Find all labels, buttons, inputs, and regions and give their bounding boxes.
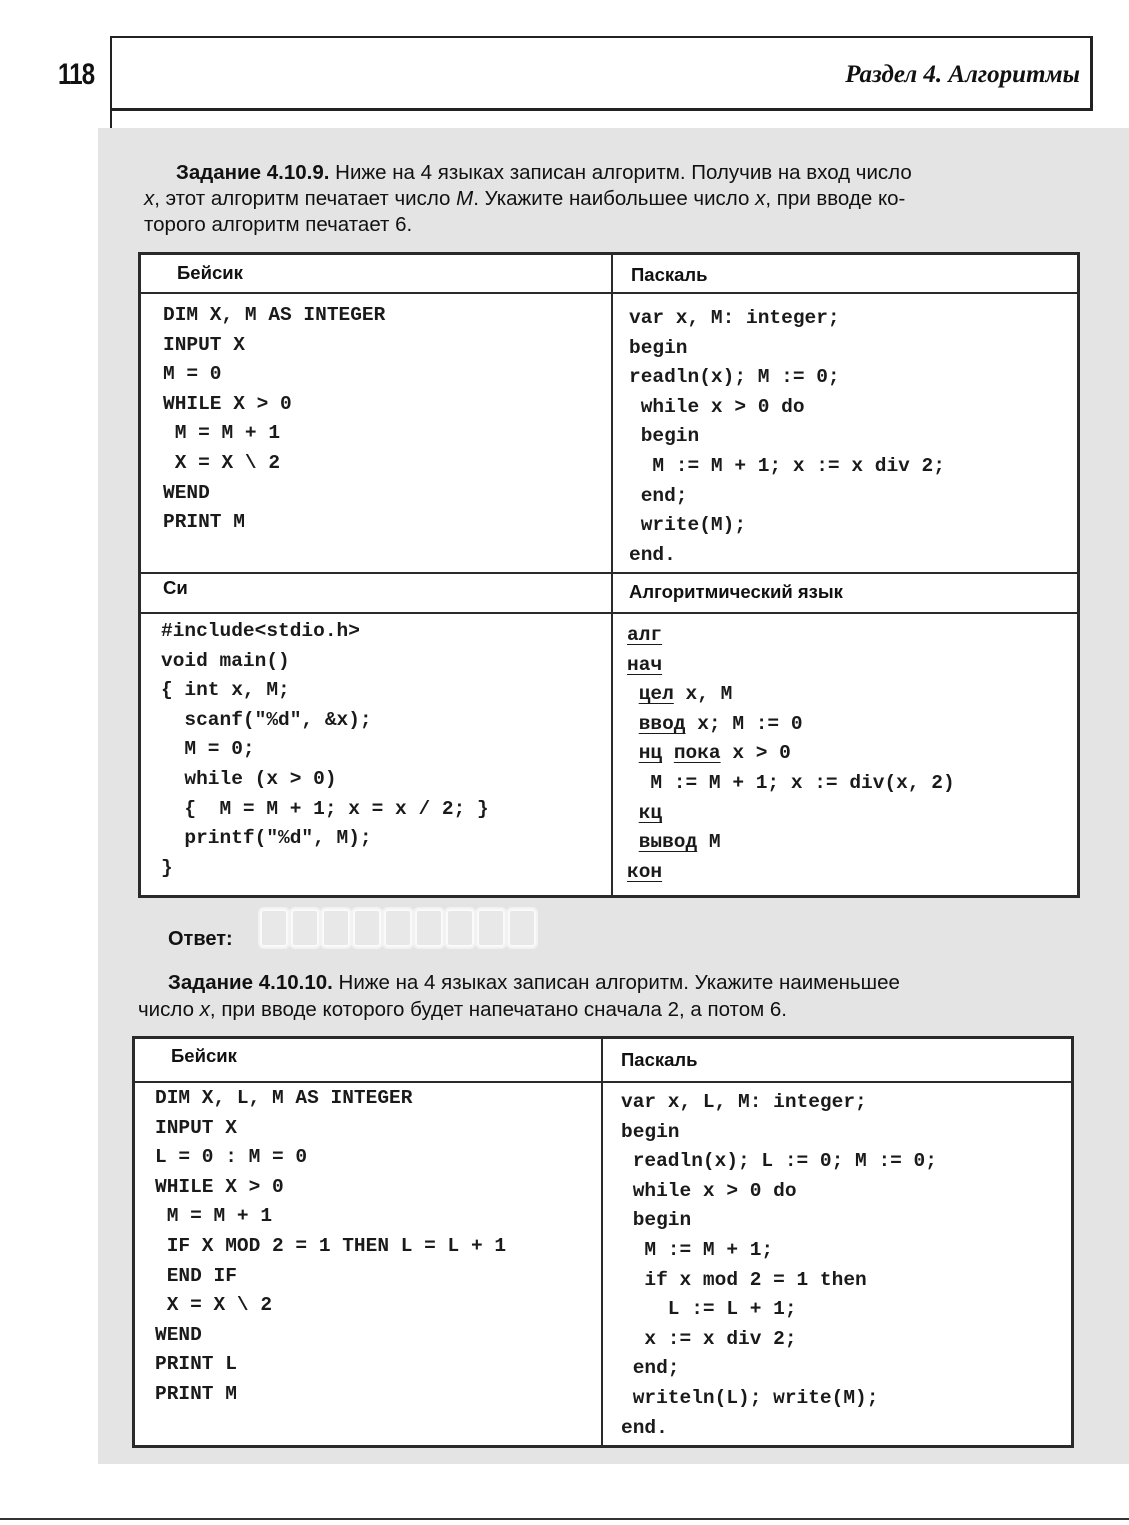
code-line: var x, L, M: integer; <box>621 1091 867 1113</box>
code-line: } <box>161 856 173 879</box>
code-line: scanf("%d", &x); <box>161 708 372 731</box>
answer-box[interactable] <box>506 907 538 949</box>
code-line: while x > 0 do <box>629 395 805 418</box>
code-line: цел x, M <box>638 683 733 706</box>
code-line: M = M + 1 <box>163 422 281 445</box>
code-line <box>627 799 955 829</box>
task1-line2: x, этот алгоритм печатает число M. Укажите наибольшее число x, при вводе ко- <box>144 187 906 210</box>
code-line: M = M + 1 <box>155 1205 273 1228</box>
task1-label: Задание 4.10.9. <box>176 161 330 184</box>
code-line: M = 0; <box>161 738 255 761</box>
code-line: X = X \ 2 <box>155 1294 273 1317</box>
answer-box[interactable] <box>413 907 445 949</box>
code-line: void main() <box>161 649 290 672</box>
c-code <box>161 617 489 883</box>
code-line: M := M + 1; <box>621 1238 774 1261</box>
code-line: end. <box>621 1416 668 1439</box>
section-title: Раздел 4. Алгоритмы <box>845 61 1080 88</box>
code-line: begin <box>629 425 700 448</box>
code-line: END IF <box>155 1264 237 1287</box>
basic-code <box>163 301 385 538</box>
code-line: while x > 0 do <box>621 1179 797 1202</box>
code-line: WEND <box>163 481 210 504</box>
keyword: ввод <box>638 712 686 735</box>
answer-box[interactable] <box>351 907 383 949</box>
code-line: DIM X, L, M AS INTEGER <box>155 1087 413 1109</box>
answer-box[interactable] <box>382 907 414 949</box>
code-line: INPUT X <box>163 333 245 356</box>
keyword: пока <box>673 742 721 765</box>
code-line: INPUT X <box>155 1116 237 1139</box>
keyword: кон <box>627 860 663 883</box>
code-line: while (x > 0) <box>161 767 337 790</box>
code-line: L := L + 1; <box>621 1298 797 1321</box>
code-line: PRINT L <box>155 1353 237 1376</box>
basic-code-2 <box>155 1084 506 1410</box>
algo-code <box>627 621 955 887</box>
task2-line1: Задание 4.10.10. Ниже на 4 языках записан алгоритм. Укажите наименьшее <box>168 971 900 994</box>
basic-header: Бейсик <box>177 262 243 283</box>
task2-label: Задание 4.10.10. <box>168 971 333 994</box>
code-line: end; <box>629 484 688 507</box>
algo-header: Алгоритмический язык <box>629 581 843 602</box>
code-line: L = 0 : M = 0 <box>155 1146 308 1169</box>
code-line: M := M + 1; x := x div 2; <box>629 454 945 477</box>
answer-boxes[interactable] <box>258 907 537 949</box>
answer-box[interactable] <box>258 907 290 949</box>
code-line <box>627 621 955 651</box>
pascal-header-2: Паскаль <box>621 1049 698 1070</box>
code-line: PRINT M <box>155 1382 237 1405</box>
code-line: writeln(L); write(M); <box>621 1386 879 1409</box>
keyword: нач <box>627 653 663 676</box>
keyword: кц <box>638 801 663 824</box>
pascal-header: Паскаль <box>631 264 708 285</box>
code-line: begin <box>621 1120 680 1143</box>
code-line: вывод M <box>638 831 721 854</box>
task1-line1: Задание 4.10.9. Ниже на 4 языках записан алгоритм. Получив на вход число <box>176 161 912 184</box>
page-number: 118 <box>58 58 95 91</box>
code-line <box>627 651 955 681</box>
code-line: WEND <box>155 1323 202 1346</box>
task2-line2: число x, при вводе которого будет напечатано сначала 2, а потом 6. <box>138 998 787 1021</box>
code-line: write(M); <box>629 514 747 537</box>
code-line: { int x, M; <box>161 679 290 702</box>
keyword: алг <box>627 624 663 646</box>
code-line: readln(x); M := 0; <box>629 366 840 389</box>
pascal-code <box>629 304 945 570</box>
section-header <box>110 36 1093 111</box>
code-line: ввод x; M := 0 <box>638 712 803 735</box>
code-line: #include<stdio.h> <box>161 620 360 642</box>
bottom-rule <box>0 1518 1129 1520</box>
answer-box[interactable] <box>289 907 321 949</box>
keyword: цел <box>638 683 674 706</box>
code-line: X = X \ 2 <box>163 451 281 474</box>
code-line <box>627 858 955 888</box>
code-line: readln(x); L := 0; M := 0; <box>621 1150 937 1173</box>
answer-box[interactable] <box>444 907 476 949</box>
code-line: begin <box>629 336 688 359</box>
answer-box[interactable] <box>475 907 507 949</box>
task2-code-table <box>132 1036 1074 1448</box>
code-line: end; <box>621 1357 680 1380</box>
code-line: x := x div 2; <box>621 1327 797 1350</box>
code-line: printf("%d", M); <box>161 827 372 850</box>
pascal-code-2 <box>621 1088 937 1443</box>
c-header: Си <box>163 577 188 598</box>
code-line: WHILE X > 0 <box>155 1175 284 1198</box>
task1-code-table <box>138 252 1080 898</box>
code-line: if x mod 2 = 1 then <box>621 1268 867 1291</box>
code-line: PRINT M <box>163 511 245 534</box>
code-line: end. <box>629 543 676 566</box>
code-line: WHILE X > 0 <box>163 392 292 415</box>
basic-header-2: Бейсик <box>171 1045 237 1066</box>
task1-line3: торого алгоритм печатает 6. <box>144 213 413 236</box>
answer-box[interactable] <box>320 907 352 949</box>
code-line: M = 0 <box>163 363 222 386</box>
code-line: begin <box>621 1209 692 1232</box>
code-line: { M = M + 1; x = x / 2; } <box>161 797 489 820</box>
code-line: IF X MOD 2 = 1 THEN L = L + 1 <box>155 1234 507 1257</box>
keyword: вывод <box>638 831 698 854</box>
code-line: var x, M: integer; <box>629 307 840 329</box>
code-line: M := M + 1; x := div(x, 2) <box>650 771 955 794</box>
keyword: нц <box>638 742 663 765</box>
code-line: DIM X, M AS INTEGER <box>163 304 386 326</box>
answer-label: Ответ: <box>168 928 233 950</box>
code-line: нц пока x > 0 <box>638 742 791 765</box>
